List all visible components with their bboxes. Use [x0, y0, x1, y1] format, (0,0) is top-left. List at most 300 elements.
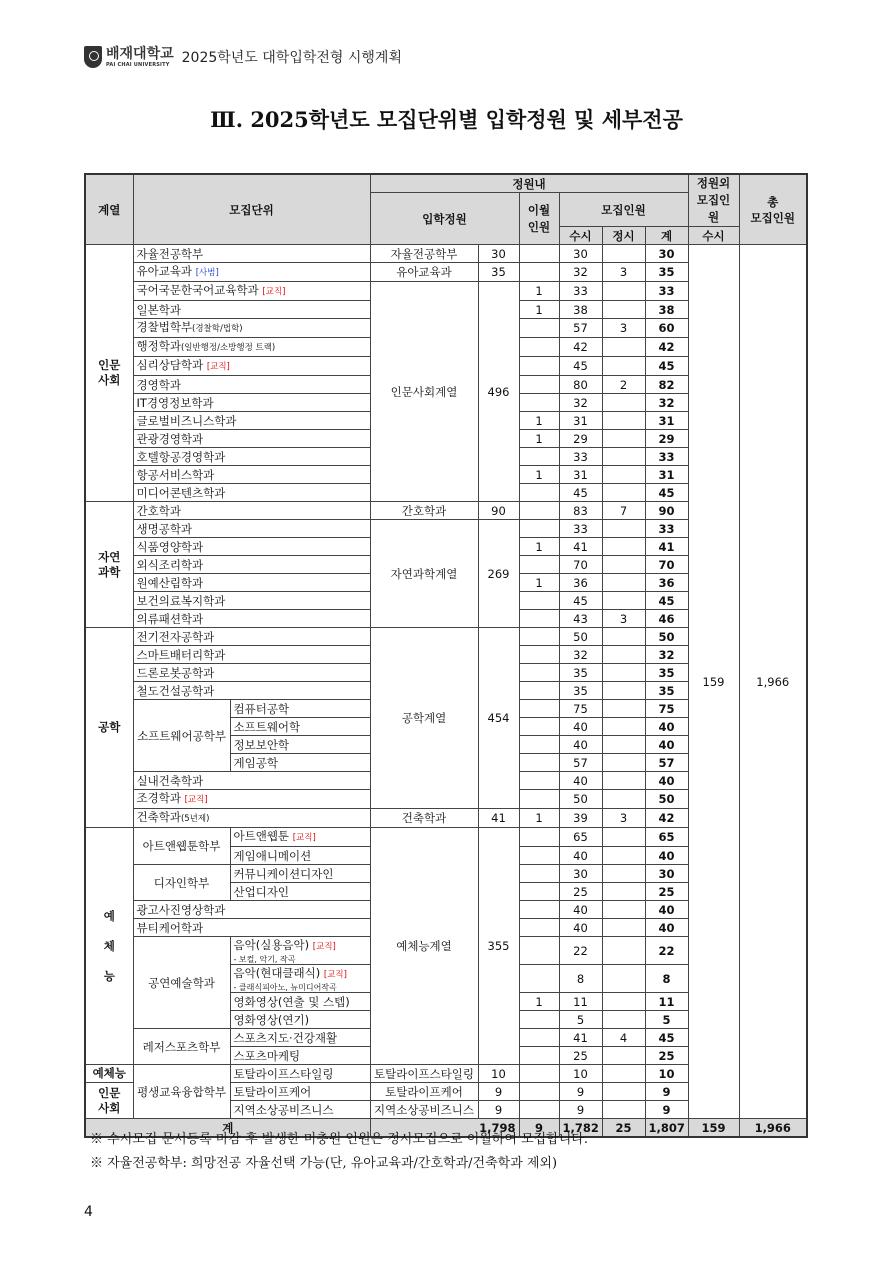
unit-name-text: 광고사진영상학과	[136, 902, 226, 917]
carryover	[519, 736, 559, 754]
unit-name-text: 간호학과	[136, 503, 181, 518]
carryover	[519, 865, 559, 883]
row-total: 70	[645, 556, 688, 574]
unit-name-text: 전기전자공학과	[136, 629, 215, 644]
susi-count: 57	[559, 754, 602, 772]
grand-total: 1,966	[739, 245, 807, 1119]
row-total: 9	[645, 1101, 688, 1119]
carryover: 1	[519, 538, 559, 556]
unit-name	[133, 484, 370, 502]
row-total: 33	[645, 282, 688, 301]
carryover	[519, 263, 559, 282]
jeongsi-count	[602, 1101, 645, 1119]
carryover	[519, 1029, 559, 1047]
unit-name-text: 경영학과	[136, 377, 181, 392]
group-label: 자연 과학	[85, 502, 133, 628]
jeongsi-count	[602, 993, 645, 1011]
carryover	[519, 1047, 559, 1065]
unit-name-text: 원예산림학과	[136, 575, 204, 590]
row-total: 57	[645, 754, 688, 772]
row-total: 33	[645, 448, 688, 466]
unit-name-text: 커뮤니케이션디자인	[233, 866, 334, 881]
th-jeongwonoe: 정원외 모집인원	[688, 174, 739, 227]
unit-name	[230, 847, 370, 865]
carryover	[519, 828, 559, 847]
th-jeongsi: 정시	[602, 227, 645, 245]
row-total: 38	[645, 301, 688, 319]
row-total: 40	[645, 901, 688, 919]
carryover	[519, 754, 559, 772]
carryover	[519, 919, 559, 937]
susi-count: 9	[559, 1101, 602, 1119]
unit-name	[133, 772, 370, 790]
th-unit: 모집단위	[133, 174, 370, 245]
unit-name-text: IT경영정보학과	[136, 395, 214, 410]
susi-count: 32	[559, 263, 602, 282]
quota-number: 35	[478, 263, 519, 282]
unit-name	[133, 394, 370, 412]
row-total: 11	[645, 993, 688, 1011]
carryover	[519, 646, 559, 664]
susi-count: 45	[559, 592, 602, 610]
susi-count: 33	[559, 448, 602, 466]
carryover	[519, 901, 559, 919]
total-iwol: 9	[519, 1119, 559, 1138]
logo-name: 배재대학교	[106, 45, 174, 62]
th-susi2: 수시	[688, 227, 739, 245]
carryover	[519, 448, 559, 466]
th-mojip: 모집인원	[559, 193, 688, 227]
unit-name-note: (5년제)	[180, 814, 210, 824]
unit-name-note: (일반행정/소방행정 트랙)	[180, 343, 276, 353]
quota-unit: 건축학과	[370, 809, 478, 828]
susi-count: 9	[559, 1083, 602, 1101]
jeongsi-count	[602, 828, 645, 847]
carryover: 1	[519, 993, 559, 1011]
unit-name	[230, 736, 370, 754]
unit-name-text: 드론로봇공학과	[136, 665, 215, 680]
susi-count: 22	[559, 937, 602, 965]
page-number: 4	[84, 1204, 93, 1220]
unit-name-text: 정보보안학	[233, 737, 290, 752]
jeongsi-count	[602, 628, 645, 646]
row-total: 32	[645, 646, 688, 664]
unit-name-text: 생명공학과	[136, 521, 193, 536]
row-total: 35	[645, 664, 688, 682]
row-total: 41	[645, 538, 688, 556]
quota-number: 41	[478, 809, 519, 828]
row-total: 29	[645, 430, 688, 448]
row-total: 45	[645, 484, 688, 502]
unit-tag: [교직]	[312, 942, 336, 952]
unit-sub-note: - 보컬, 악기, 작곡	[233, 955, 296, 964]
unit-name-text: 글로벌비즈니스학과	[136, 413, 237, 428]
th-iwol: 이월 인원	[519, 193, 559, 245]
row-total: 10	[645, 1065, 688, 1083]
susi-count: 50	[559, 628, 602, 646]
carryover	[519, 319, 559, 338]
jeongsi-count	[602, 394, 645, 412]
row-total: 82	[645, 376, 688, 394]
carryover: 1	[519, 466, 559, 484]
jeongsi-count	[602, 538, 645, 556]
carryover	[519, 610, 559, 628]
row-total: 31	[645, 412, 688, 430]
row-total: 60	[645, 319, 688, 338]
unit-name-text: 행정학과	[136, 339, 181, 353]
unit-name-text: 경찰법학부	[136, 320, 193, 334]
susi-count: 11	[559, 993, 602, 1011]
unit-name	[230, 700, 370, 718]
unit-name	[133, 319, 370, 338]
row-total: 42	[645, 809, 688, 828]
unit-name	[230, 965, 370, 993]
unit-name	[133, 301, 370, 319]
carryover	[519, 245, 559, 263]
unit-name	[133, 664, 370, 682]
group-label: 예체능	[85, 1065, 133, 1083]
jeongsi-count: 3	[602, 809, 645, 828]
jeongsi-count: 3	[602, 263, 645, 282]
susi-count: 83	[559, 502, 602, 520]
row-total: 25	[645, 1047, 688, 1065]
row-total: 30	[645, 865, 688, 883]
total-label: 계	[85, 1119, 370, 1138]
unit-name-text: 의류패션학과	[136, 611, 204, 626]
row-total: 9	[645, 1083, 688, 1101]
carryover	[519, 718, 559, 736]
page-title: Ⅲ. 2025학년도 모집단위별 입학정원 및 세부전공	[210, 107, 683, 132]
unit-name-text: 아트앤웹툰	[233, 829, 290, 843]
total-susi: 1,782	[559, 1119, 602, 1138]
jeongsi-count	[602, 919, 645, 937]
susi-count: 31	[559, 412, 602, 430]
susi-count: 50	[559, 790, 602, 809]
unit-name	[133, 574, 370, 592]
quota-number: 496	[478, 282, 519, 502]
susi-count: 30	[559, 245, 602, 263]
row-total: 22	[645, 937, 688, 965]
unit-name-text: 음악(현대클래식)	[233, 966, 321, 980]
table-row	[85, 245, 807, 263]
unit-name-text: 관광경영학과	[136, 431, 204, 446]
unit-name-text: 게임애니메이션	[233, 848, 312, 863]
unit-name	[133, 790, 370, 809]
unit-name	[230, 1083, 370, 1101]
susi-count: 35	[559, 664, 602, 682]
jeongsi-count	[602, 965, 645, 993]
group-label: 예 체 능	[85, 828, 133, 1065]
unit-tag: [교직]	[184, 795, 208, 805]
row-total: 40	[645, 736, 688, 754]
jeongsi-count	[602, 865, 645, 883]
unit-name-text: 토탈라이프케어	[233, 1084, 312, 1099]
jeongsi-count	[602, 736, 645, 754]
total-jeongsi: 25	[602, 1119, 645, 1138]
jeongsi-count	[602, 556, 645, 574]
unit-name-text: 스마트배터리학과	[136, 647, 226, 662]
footnote-2: ※ 자율전공학부: 희망전공 자율선택 가능(단, 유아교육과/간호학과/건축학과 제외)	[90, 1156, 558, 1171]
susi-count: 41	[559, 538, 602, 556]
jeongsi-count	[602, 484, 645, 502]
group-label: 인문 사회	[85, 1083, 133, 1119]
unit-name-text: 조경학과	[136, 791, 181, 805]
sub-dept: 아트앤웹툰학부	[133, 828, 230, 865]
unit-name	[133, 809, 370, 828]
susi-count: 39	[559, 809, 602, 828]
jeongsi-count	[602, 282, 645, 301]
jeongsi-count	[602, 448, 645, 466]
susi-count: 31	[559, 466, 602, 484]
row-total: 65	[645, 828, 688, 847]
unit-name	[133, 556, 370, 574]
jeongsi-count	[602, 847, 645, 865]
quota-number: 269	[478, 520, 519, 628]
jeongsi-count: 7	[602, 502, 645, 520]
row-total: 36	[645, 574, 688, 592]
susi-count: 33	[559, 282, 602, 301]
carryover	[519, 1101, 559, 1119]
jeongsi-count	[602, 772, 645, 790]
quota-unit: 지역소상공비즈니스	[370, 1101, 478, 1119]
susi-count: 40	[559, 847, 602, 865]
carryover: 1	[519, 809, 559, 828]
quota-number: 9	[478, 1101, 519, 1119]
quota-number: 9	[478, 1083, 519, 1101]
unit-name	[133, 682, 370, 700]
carryover: 1	[519, 412, 559, 430]
unit-name-text: 자율전공학부	[136, 246, 204, 261]
logo-sub: PAI CHAI UNIVERSITY	[106, 61, 170, 68]
unit-tag: [교직]	[206, 362, 230, 372]
jeongsi-count	[602, 718, 645, 736]
susi-count: 40	[559, 772, 602, 790]
unit-name-text: 항공서비스학과	[136, 467, 215, 482]
jeongsi-count	[602, 682, 645, 700]
carryover	[519, 394, 559, 412]
unit-name-text: 실내건축학과	[136, 773, 204, 788]
carryover	[519, 700, 559, 718]
susi-count: 40	[559, 919, 602, 937]
carryover	[519, 1011, 559, 1029]
quota-unit: 간호학과	[370, 502, 478, 520]
unit-name	[133, 338, 370, 357]
unit-name	[230, 1047, 370, 1065]
unit-name-text: 철도건설공학과	[136, 683, 215, 698]
carryover	[519, 628, 559, 646]
jeongsi-count	[602, 754, 645, 772]
unit-name-text: 산업디자인	[233, 884, 290, 899]
jeongsi-count	[602, 430, 645, 448]
carryover	[519, 520, 559, 538]
row-total: 50	[645, 628, 688, 646]
jeongsi-count	[602, 1011, 645, 1029]
susi-count: 10	[559, 1065, 602, 1083]
unit-name	[133, 502, 370, 520]
unit-name	[133, 263, 370, 282]
quota-number: 30	[478, 245, 519, 263]
unit-name	[230, 993, 370, 1011]
susi-count: 41	[559, 1029, 602, 1047]
quota-unit: 유아교육과	[370, 263, 478, 282]
carryover	[519, 376, 559, 394]
header-title: 2025학년도 대학입학전형 시행계획	[181, 50, 402, 66]
quota-unit: 토탈라이프케어	[370, 1083, 478, 1101]
jeongsi-count	[602, 1047, 645, 1065]
susi-count: 42	[559, 338, 602, 357]
row-total: 46	[645, 610, 688, 628]
unit-name	[230, 883, 370, 901]
row-total: 35	[645, 263, 688, 282]
unit-name-text: 토탈라이프스타일링	[233, 1066, 334, 1081]
row-total: 30	[645, 245, 688, 263]
carryover	[519, 484, 559, 502]
jeongsi-count	[602, 520, 645, 538]
carryover	[519, 338, 559, 357]
carryover	[519, 556, 559, 574]
susi-count: 40	[559, 901, 602, 919]
unit-name	[230, 937, 370, 965]
quota-number: 10	[478, 1065, 519, 1083]
jeongsi-count	[602, 1083, 645, 1101]
total-grand: 1,966	[739, 1119, 807, 1138]
quota-unit: 예체능계열	[370, 828, 478, 1065]
susi-count: 25	[559, 1047, 602, 1065]
unit-name-text: 국어국문한국어교육학과	[136, 283, 259, 297]
carryover	[519, 965, 559, 993]
susi-count: 35	[559, 682, 602, 700]
quota-number: 454	[478, 628, 519, 809]
susi-count: 45	[559, 484, 602, 502]
unit-name	[230, 754, 370, 772]
unit-name	[133, 430, 370, 448]
th-susi: 수시	[559, 227, 602, 245]
susi-count: 8	[559, 965, 602, 993]
jeongsi-count	[602, 245, 645, 263]
table-body	[85, 245, 807, 1119]
carryover	[519, 592, 559, 610]
carryover	[519, 847, 559, 865]
unit-name	[133, 646, 370, 664]
carryover: 1	[519, 282, 559, 301]
susi-count: 40	[559, 736, 602, 754]
row-total: 45	[645, 357, 688, 376]
unit-name-text: 심리상담학과	[136, 358, 204, 372]
jeongsi-count	[602, 574, 645, 592]
unit-name	[133, 448, 370, 466]
susi-count: 25	[559, 883, 602, 901]
jeongsi-count: 3	[602, 319, 645, 338]
unit-name-text: 영화영상(연출 및 스텝)	[233, 994, 350, 1009]
unit-name-text: 유아교육과	[136, 264, 193, 278]
jeongsi-count	[602, 412, 645, 430]
unit-name-text: 미디어콘텐츠학과	[136, 485, 226, 500]
th-jeongwonnae: 정원내	[370, 174, 688, 193]
susi-count: 40	[559, 718, 602, 736]
row-total: 42	[645, 338, 688, 357]
susi-count: 36	[559, 574, 602, 592]
row-total: 90	[645, 502, 688, 520]
sub-dept: 공연예술학과	[133, 937, 230, 1029]
sub-dept: 평생교육융합학부	[133, 1065, 230, 1119]
susi-count: 29	[559, 430, 602, 448]
carryover	[519, 772, 559, 790]
unit-name-text: 외식조리학과	[136, 557, 204, 572]
jeongsi-count: 3	[602, 610, 645, 628]
sub-dept: 소프트웨어공학부	[133, 700, 230, 772]
admission-table	[84, 173, 808, 1138]
unit-name	[230, 718, 370, 736]
carryover	[519, 1083, 559, 1101]
unit-name	[230, 1029, 370, 1047]
unit-name-text: 음악(실용음악)	[233, 938, 310, 952]
group-label: 인문 사회	[85, 245, 133, 502]
unit-name-text: 뷰티케어학과	[136, 920, 204, 935]
quota-number: 355	[478, 828, 519, 1065]
carryover	[519, 502, 559, 520]
unit-name-text: 지역소상공비즈니스	[233, 1102, 334, 1117]
unit-name-text: 스포츠지도·건강재활	[233, 1030, 338, 1045]
row-total: 32	[645, 394, 688, 412]
unit-tag: [교직]	[292, 833, 316, 843]
susi-count: 80	[559, 376, 602, 394]
quota-unit: 토탈라이프스타일링	[370, 1065, 478, 1083]
unit-name-text: 식품영양학과	[136, 539, 204, 554]
university-logo	[106, 47, 174, 68]
carryover: 1	[519, 430, 559, 448]
susi-count: 75	[559, 700, 602, 718]
row-total: 50	[645, 790, 688, 809]
total-ipak: 1,798	[370, 1119, 519, 1138]
unit-name	[230, 1101, 370, 1119]
row-total: 40	[645, 919, 688, 937]
carryover	[519, 1065, 559, 1083]
jeongsi-count	[602, 1065, 645, 1083]
unit-name	[133, 919, 370, 937]
susi-count: 30	[559, 865, 602, 883]
unit-sub-note: - 클래식피아노, 뉴미디어작곡	[233, 983, 337, 992]
university-shield-icon	[84, 46, 102, 68]
unit-tag: [사범]	[195, 268, 219, 278]
unit-name-text: 호텔항공경영학과	[136, 449, 226, 464]
extra-quota: 159	[688, 245, 739, 1119]
unit-name	[133, 357, 370, 376]
unit-name	[133, 412, 370, 430]
unit-name-text: 소프트웨어학	[233, 719, 301, 734]
unit-name	[133, 376, 370, 394]
unit-name-text: 스포츠마케팅	[233, 1048, 301, 1063]
th-gye: 계	[645, 227, 688, 245]
jeongsi-count	[602, 700, 645, 718]
unit-name-text: 컴퓨터공학	[233, 701, 290, 716]
carryover	[519, 790, 559, 809]
unit-name-text: 건축학과	[136, 810, 181, 824]
jeongsi-count	[602, 646, 645, 664]
quota-unit: 인문사회계열	[370, 282, 478, 502]
total-extra: 159	[688, 1119, 739, 1138]
unit-name-note: (경찰학/법학)	[192, 324, 243, 334]
susi-count: 57	[559, 319, 602, 338]
unit-name	[230, 1065, 370, 1083]
row-total: 33	[645, 520, 688, 538]
unit-name	[133, 610, 370, 628]
row-total: 25	[645, 883, 688, 901]
susi-count: 32	[559, 394, 602, 412]
jeongsi-count	[602, 466, 645, 484]
quota-unit: 공학계열	[370, 628, 478, 809]
unit-name	[133, 592, 370, 610]
row-total: 35	[645, 682, 688, 700]
